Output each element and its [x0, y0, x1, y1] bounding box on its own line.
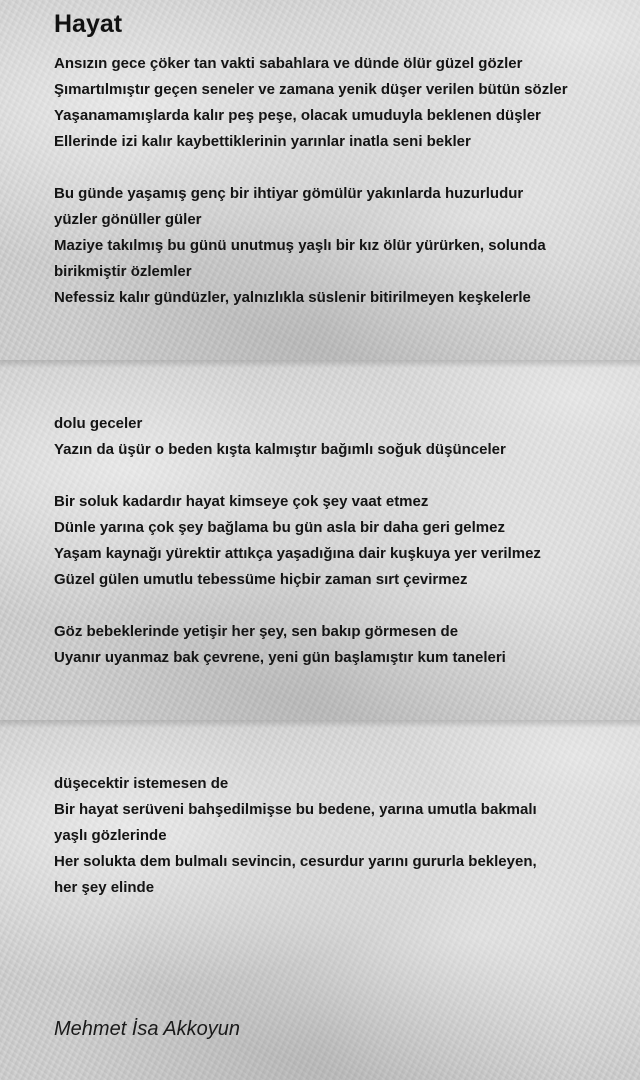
poem-line: Güzel gülen umutlu tebessüme hiçbir zaman sırt çevirmez — [54, 571, 468, 588]
stanza-break — [54, 593, 624, 619]
poem-line: yaşlı gözlerinde — [54, 827, 167, 844]
poem-line: Dünle yarına çok şey bağlama bu gün asla bir daha geri gelmez — [54, 519, 505, 536]
poem-line: Ansızın gece çöker tan vakti sabahlara ve dünde ölür güzel gözler — [54, 55, 523, 72]
poem-line: Nefessiz kalır gündüzler, yalnızlıkla süslenir bitirilmeyen keşkelerle — [54, 289, 531, 306]
panel-divider — [0, 720, 640, 728]
poem-line: Uyanır uyanmaz bak çevrene, yeni gün başlamıştır kum taneleri — [54, 649, 506, 666]
poem-line: Bu günde yaşamış genç bir ihtiyar gömülür yakınlarda huzurludur — [54, 185, 524, 202]
poem-line: Maziye takılmış bu günü unutmuş yaşlı bir kız ölür yürürken, solunda — [54, 237, 546, 254]
poem-section-2 — [54, 411, 624, 671]
poem-line: dolu geceler — [54, 415, 143, 432]
poem-author: Mehmet İsa Akkoyun — [54, 1018, 241, 1040]
poem-title: Hayat — [54, 10, 123, 38]
poem-line: Yaşanamamışlarda kalır peş peşe, olacak umuduyla beklenen düşler — [54, 107, 541, 124]
poem-line: düşecektir istemesen de — [54, 775, 229, 792]
poem-line: yüzler gönüller güler — [54, 211, 202, 228]
poem-section-1 — [54, 51, 624, 311]
poem-line: birikmiştir özlemler — [54, 263, 192, 280]
stanza-break — [54, 155, 624, 181]
poem-line: Yazın da üşür o beden kışta kalmıştır bağımlı soğuk düşünceler — [54, 441, 506, 458]
stanza-break — [54, 463, 624, 489]
poem-line: Ellerinde izi kalır kaybettiklerinin yarınlar inatla seni bekler — [54, 133, 471, 150]
poem-line: Bir soluk kadardır hayat kimseye çok şey vaat etmez — [54, 493, 429, 510]
poem-line: her şey elinde — [54, 879, 155, 896]
poem-line: Bir hayat serüveni bahşedilmişse bu bedene, yarına umutla bakmalı — [54, 801, 537, 818]
poem-section-3 — [54, 771, 624, 901]
poem-line: Şımartılmıştır geçen seneler ve zamana yenik düşer verilen bütün sözler — [54, 81, 568, 98]
poem-line: Göz bebeklerinde yetişir her şey, sen bakıp görmesen de — [54, 623, 459, 640]
panel-divider — [0, 360, 640, 368]
poem-line: Yaşam kaynağı yürektir attıkça yaşadığına dair kuşkuya yer verilmez — [54, 545, 541, 562]
poem-line: Her solukta dem bulmalı sevincin, cesurdur yarını gururla bekleyen, — [54, 853, 537, 870]
